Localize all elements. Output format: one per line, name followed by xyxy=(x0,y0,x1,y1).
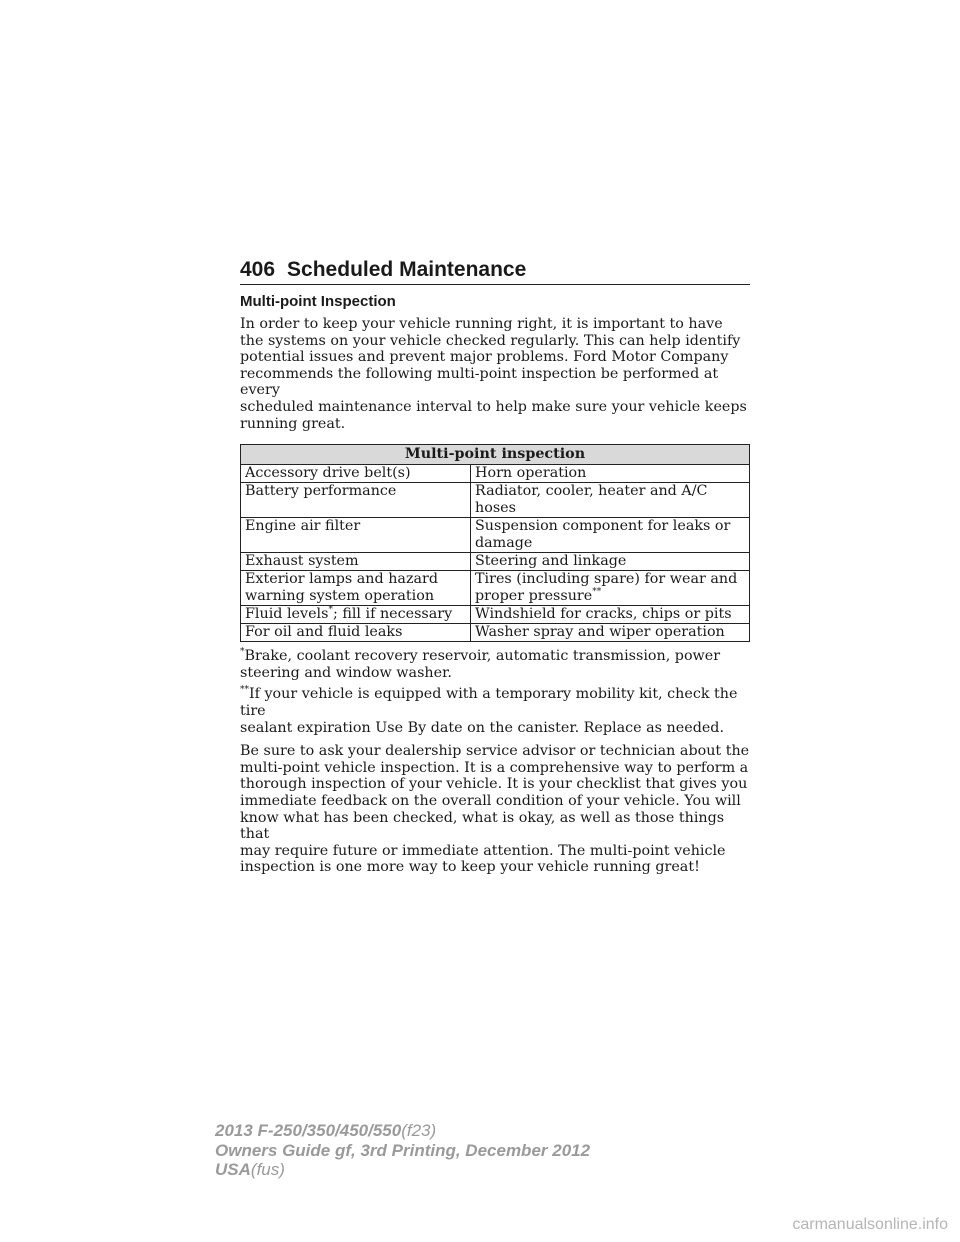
table-title: Multi-point inspection xyxy=(241,445,750,465)
intro-paragraph: In order to keep your vehicle running right, it is important to have the systems on your vehicle checked regularly. This can help identify potential issues and prevent major problems. Ford Motor Company recommends the following multi-point inspection be performed at every scheduled maintenance interval to help make sure your vehicle keeps running great. xyxy=(240,316,747,432)
table-cell: Washer spray and wiper operation xyxy=(471,624,750,642)
table-cell: For oil and fluid leaks xyxy=(241,624,471,642)
cell-text: Tires (including spare) for wear and proper pressure xyxy=(475,571,738,605)
table-row xyxy=(241,606,750,624)
footnote-text: Brake, coolant recovery reservoir, automatic transmission, power steering and window washer. xyxy=(240,648,721,681)
table-cell: Exterior lamps and hazard warning system operation xyxy=(241,571,471,606)
table-row xyxy=(241,483,750,518)
table-cell: Battery performance xyxy=(241,483,471,518)
watermark: carmanualsonline.info xyxy=(792,1216,948,1233)
footnote-text: If your vehicle is equipped with a temporary mobility kit, check the tire sealant expiration Use By date on the canister. Replace as needed. xyxy=(240,686,738,736)
table-row xyxy=(241,571,750,606)
table-row xyxy=(241,465,750,483)
footer-line-3 xyxy=(215,1160,590,1180)
closing-paragraph: Be sure to ask your dealership service advisor or technician about the multi-point vehicle inspection. It is a comprehensive way to perform a thorough inspection of your vehicle. It is your checklist that gives you immediate feedback on the overall condition of your vehicle. You will know what has been checked, what is okay, as well as those things that may require future or immediate attention. The multi-point vehicle inspection is one more way to keep your vehicle running great! xyxy=(240,743,750,876)
table-cell: Radiator, cooler, heater and A/C hoses xyxy=(471,483,750,518)
page-footer xyxy=(215,1121,590,1180)
cell-text: Fluid levels xyxy=(245,606,329,623)
footnote-1 xyxy=(240,648,750,681)
footer-model-code: (f23) xyxy=(401,1121,437,1140)
table-cell: Engine air filter xyxy=(241,518,471,553)
table-cell: Accessory drive belt(s) xyxy=(241,465,471,483)
footer-market-code: (fus) xyxy=(250,1160,285,1179)
page-number: 406 xyxy=(240,258,276,281)
table-cell xyxy=(471,571,750,606)
footnote-marker: * xyxy=(240,647,245,658)
page-content xyxy=(240,258,750,876)
table-row xyxy=(241,518,750,553)
inspection-table xyxy=(240,444,750,642)
footer-line-1 xyxy=(215,1121,590,1141)
chapter-title: Scheduled Maintenance xyxy=(287,258,527,281)
table-cell: Suspension component for leaks or damage xyxy=(471,518,750,553)
table-row xyxy=(241,624,750,642)
section-heading: Multi-point Inspection xyxy=(240,293,396,310)
table-cell: Horn operation xyxy=(471,465,750,483)
footnote-marker: ** xyxy=(240,685,249,696)
table-cell: Windshield for cracks, chips or pits xyxy=(471,606,750,624)
footer-model: 2013 F-250/350/450/550 xyxy=(215,1121,402,1140)
table-row xyxy=(241,553,750,571)
table-cell: Steering and linkage xyxy=(471,553,750,571)
footer-market: USA xyxy=(215,1160,251,1179)
footnote-marker: * xyxy=(328,605,333,616)
page-header xyxy=(240,258,750,285)
footnote-marker: ** xyxy=(592,587,602,598)
table-cell: Exhaust system xyxy=(241,553,471,571)
table-cell xyxy=(241,606,471,624)
footnote-2 xyxy=(240,686,750,736)
footer-line-2: Owners Guide gf, 3rd Printing, December 2012 xyxy=(215,1140,591,1160)
cell-text-suffix: ; fill if necessary xyxy=(332,606,453,623)
